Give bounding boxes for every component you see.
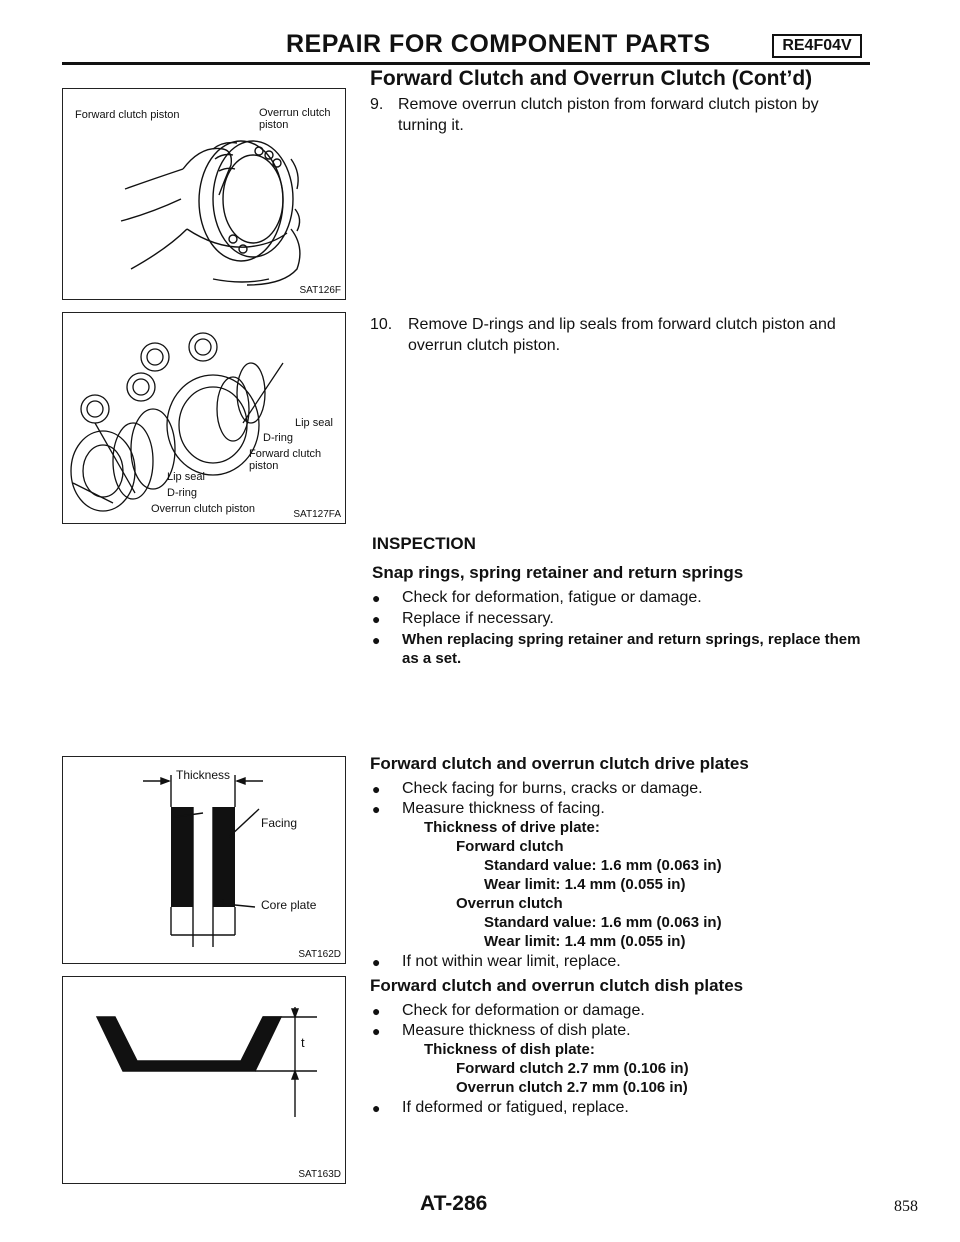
inspection-heading: INSPECTION <box>372 534 476 553</box>
drive-bullet-3: If not within wear limit, replace. <box>402 953 621 970</box>
figure-seal-removal <box>62 312 346 524</box>
label-overrun-clutch-piston: Overrun clutch piston <box>259 107 331 131</box>
label-d-ring-2: D-ring <box>167 487 197 499</box>
snap-bullet-3: When replacing spring retainer and return springs, replace them as a set. <box>402 631 861 667</box>
label-t: t <box>301 1035 305 1050</box>
label-core-plate: Core plate <box>261 898 317 912</box>
dish-overrun-clutch: Overrun clutch 2.7 mm (0.106 in) <box>456 1079 688 1096</box>
dish-bullet-3: If deformed or fatigued, replace. <box>402 1099 629 1116</box>
dish-bullet-1: Check for deformation or damage. <box>402 1002 645 1019</box>
drive-overrun-standard: Standard value: 1.6 mm (0.063 in) <box>484 914 722 931</box>
figure-id: SAT162D <box>298 949 341 960</box>
drive-forward-clutch: Forward clutch <box>456 838 564 855</box>
step-10-number: 10. <box>370 316 393 333</box>
figure-drive-plate <box>62 756 346 964</box>
label-forward-clutch-piston: Forward clutch piston <box>249 448 322 472</box>
drive-spec-title: Thickness of drive plate: <box>424 819 600 836</box>
label-d-ring-1: D-ring <box>263 432 293 444</box>
drive-forward-wear: Wear limit: 1.4 mm (0.055 in) <box>484 876 686 893</box>
dish-plates-heading: Forward clutch and overrun clutch dish plates <box>370 976 744 995</box>
drive-bullet-1: Check facing for burns, cracks or damage. <box>402 780 703 797</box>
label-forward-clutch-piston: Forward clutch piston <box>75 109 180 121</box>
drive-bullet-2: Measure thickness of facing. <box>402 800 605 817</box>
dish-bullet-2: Measure thickness of dish plate. <box>402 1022 631 1039</box>
label-lip-seal-2: Lip seal <box>167 471 205 483</box>
page-number: 858 <box>894 1198 918 1215</box>
figure-id: SAT127FA <box>293 509 341 520</box>
step-9-number: 9. <box>370 96 384 113</box>
page-code: AT-286 <box>420 1192 488 1215</box>
section-title: Forward Clutch and Overrun Clutch (Cont’d) <box>370 67 813 90</box>
dish-plate-illustration <box>63 977 345 1183</box>
label-facing: Facing <box>261 816 298 830</box>
dish-forward-clutch: Forward clutch 2.7 mm (0.106 in) <box>456 1060 689 1077</box>
snap-rings-heading: Snap rings, spring retainer and return springs <box>372 563 744 582</box>
drive-overrun-clutch: Overrun clutch <box>456 895 563 912</box>
label-thickness: Thickness <box>176 768 231 782</box>
label-overrun-clutch-piston: Overrun clutch piston <box>151 503 255 515</box>
page-header-title: REPAIR FOR COMPONENT PARTS <box>286 30 711 58</box>
drive-plate-illustration <box>63 757 345 963</box>
step-10-text: Remove D-rings and lip seals from forward clutch piston and overrun clutch piston. <box>408 316 836 354</box>
figure-piston-removal <box>62 88 346 300</box>
label-lip-seal-1: Lip seal <box>295 417 333 429</box>
drive-forward-standard: Standard value: 1.6 mm (0.063 in) <box>484 857 722 874</box>
figure-id: SAT126F <box>299 285 341 296</box>
snap-bullet-2: Replace if necessary. <box>402 610 554 627</box>
model-badge: RE4F04V <box>772 34 862 58</box>
dish-spec-title: Thickness of dish plate: <box>424 1041 595 1058</box>
drive-overrun-wear: Wear limit: 1.4 mm (0.055 in) <box>484 933 686 950</box>
figure-id: SAT163D <box>298 1169 341 1180</box>
drive-plates-heading: Forward clutch and overrun clutch drive plates <box>370 754 749 773</box>
snap-bullet-1: Check for deformation, fatigue or damage. <box>402 589 702 606</box>
step-9-text: Remove overrun clutch piston from forward clutch piston by turning it. <box>398 96 819 134</box>
figure-dish-plate <box>62 976 346 1184</box>
header-rule <box>62 62 870 65</box>
